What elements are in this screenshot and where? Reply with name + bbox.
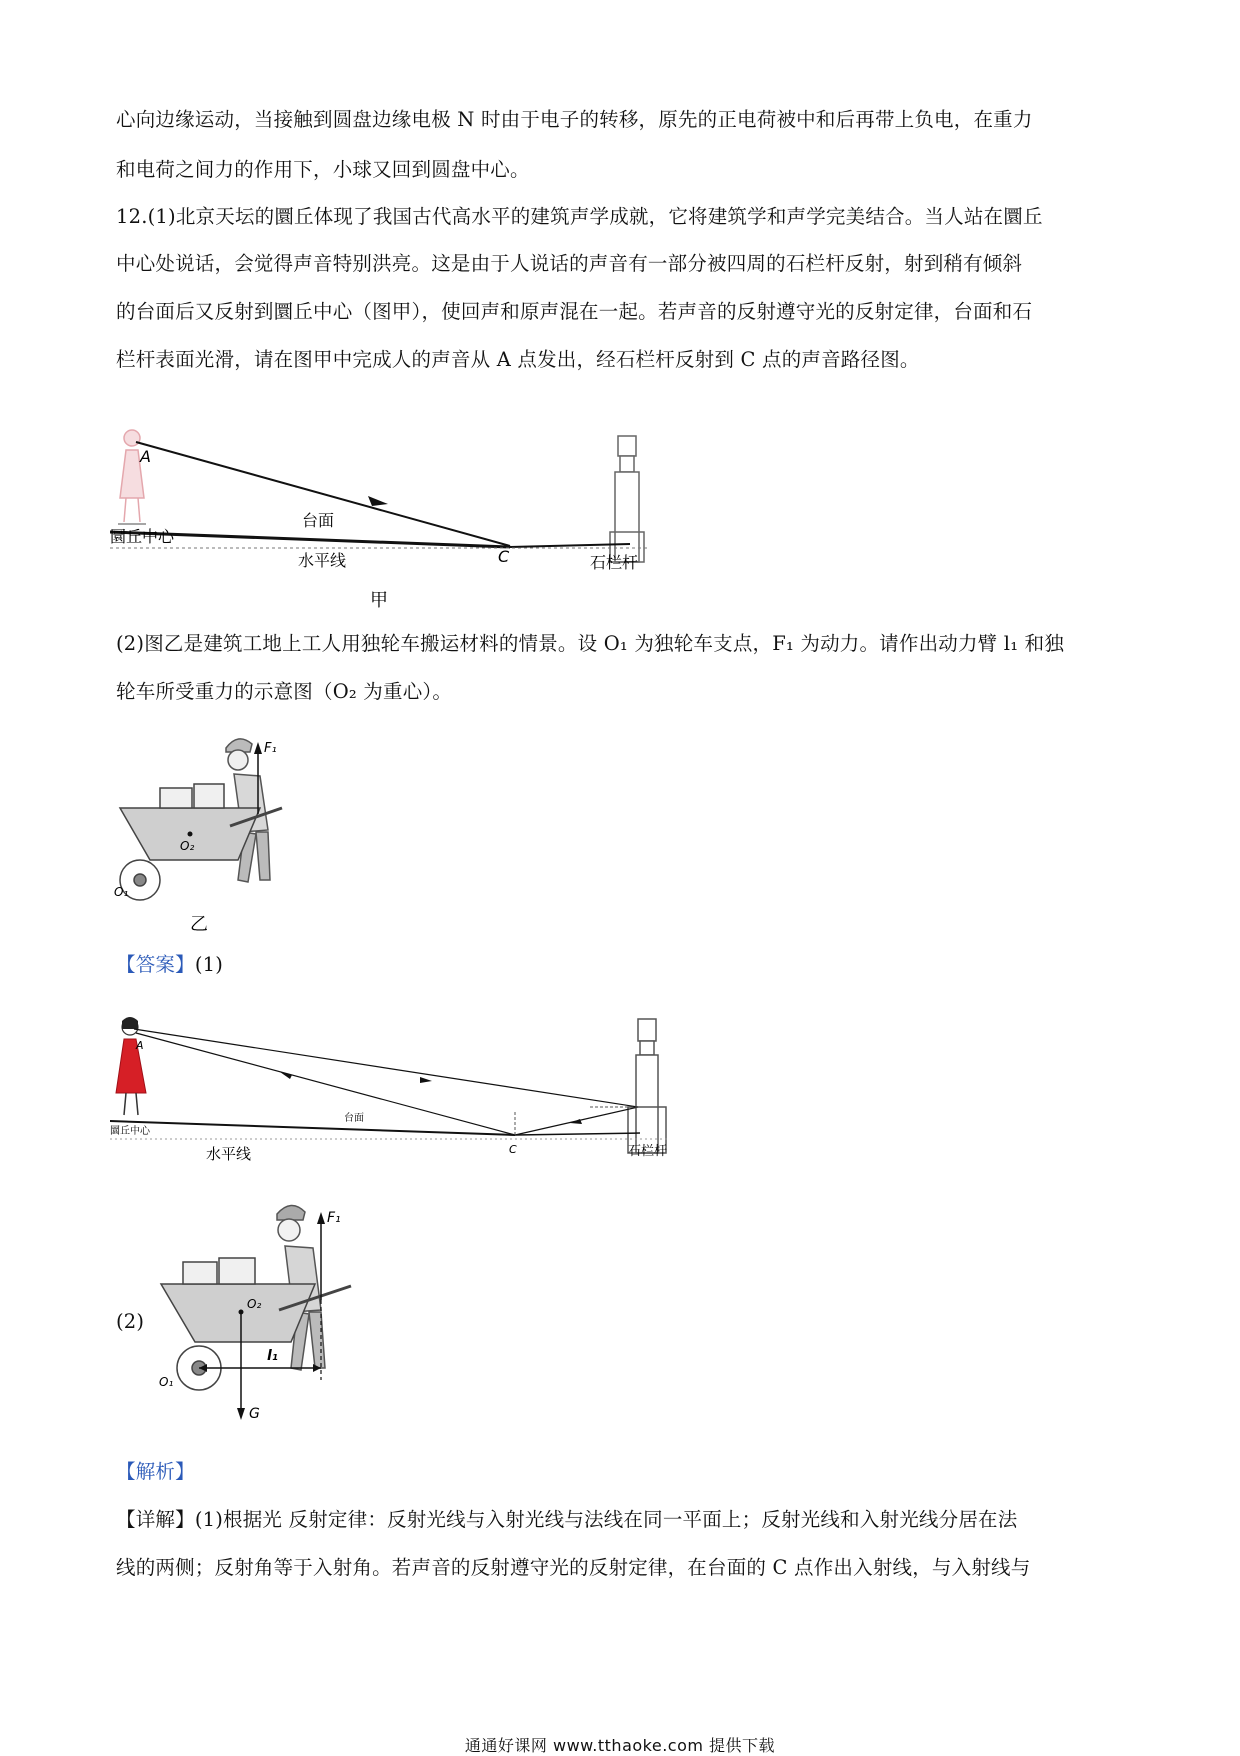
platform-line-right (510, 544, 630, 547)
figure-answer-1 (110, 1015, 680, 1175)
answer-tag: 【答案】 (116, 953, 195, 976)
analysis-tag: 【解析】 (116, 1460, 195, 1483)
label-F1: F₁ (264, 741, 277, 756)
label-horizontal: 水平线 (298, 551, 347, 570)
paragraph-line: 心向边缘运动，当接触到圆盘边缘电极 N 时由于电子的转移，原先的正电荷被中和后再带上负电，在重力 (116, 108, 1033, 131)
answer-part1: (1) (194, 953, 224, 976)
question-2-line: (2)图乙是建筑工地上工人用独轮车搬运材料的情景。设 O₁ 为独轮车支点，F₁ 为动力。请作出动力臂 l₁ 和独 (116, 632, 1065, 655)
page-footer: 通通好课网 www.tthaoke.com 提供下载 (464, 1736, 776, 1755)
question-12-line: 12.(1)北京天坛的圜丘体现了我国古代高水平的建筑声学成就，它将建筑学和声学完美结合。当人站在圜丘 (116, 205, 1043, 228)
label-platform: 台面 (344, 1113, 364, 1124)
answer-line (116, 953, 223, 977)
caption-yi: 乙 (190, 914, 208, 935)
label-center: 圜丘中心 (110, 1126, 150, 1137)
label-A: A (140, 447, 151, 466)
label-O1: O₁ (159, 1375, 174, 1389)
label-A: A (136, 1039, 144, 1052)
caption-jia: 甲 (370, 590, 388, 610)
label-center: 圜丘中心 (110, 527, 175, 546)
detail-line: 线的两侧；反射角等于入射角。若声音的反射遵守光的反射定律，在台面的 C 点作出入射线，与入射线与 (116, 1556, 1031, 1579)
figure-jia (110, 420, 670, 610)
label-railing: 石栏杆 (628, 1144, 668, 1159)
platform-line-right (515, 1133, 640, 1135)
label-F1: F₁ (327, 1210, 341, 1226)
label-horizontal: 水平线 (206, 1145, 252, 1163)
ray-arrow (368, 496, 388, 506)
question-2-line: 轮车所受重力的示意图（O₂ 为重心）。 (116, 680, 453, 703)
platform-line (110, 1121, 515, 1135)
figure-yi (110, 730, 340, 940)
question-12-line: 栏杆表面光滑，请在图甲中完成人的声音从 A 点发出，经石栏杆反射到 C 点的声音路径图。 (116, 348, 920, 371)
label-C: C (498, 547, 510, 566)
label-C: C (509, 1143, 517, 1156)
question-12-line: 中心处说话，会觉得声音特别洪亮。这是由于人说话的声音有一部分被四周的石栏杆反射，射到稍有倾斜 (116, 252, 1023, 275)
detail-line (116, 1508, 1017, 1532)
ray-C-to-A (136, 1033, 515, 1135)
ray-A-to-railing (134, 1029, 638, 1107)
detail-text: (1)根据光 反射定律：反射光线与入射光线与法线在同一平面上；反射光线和入射光线分居在法 (194, 1508, 1018, 1531)
label-railing: 石栏杆 (590, 553, 639, 572)
girl-red-figure (116, 1017, 146, 1115)
label-platform: 台面 (302, 511, 335, 530)
label-O1: O₁ (114, 885, 129, 899)
paragraph-line: 和电荷之间力的作用下，小球又回到圆盘中心。 (116, 158, 530, 181)
label-O2: O₂ (247, 1297, 262, 1311)
label-l1: l₁ (267, 1348, 278, 1364)
detail-tag: 【详解】 (116, 1508, 195, 1531)
answer-part2-label: (2) (116, 1310, 145, 1333)
label-O2: O₂ (180, 839, 195, 853)
question-12-line: 的台面后又反射到圜丘中心（图甲），使回声和原声混在一起。若声音的反射遵守光的反射定律，台面和石 (116, 300, 1033, 323)
ray-A-to-C (136, 442, 510, 546)
label-G: G (249, 1406, 260, 1422)
figure-answer-2 (155, 1200, 395, 1440)
